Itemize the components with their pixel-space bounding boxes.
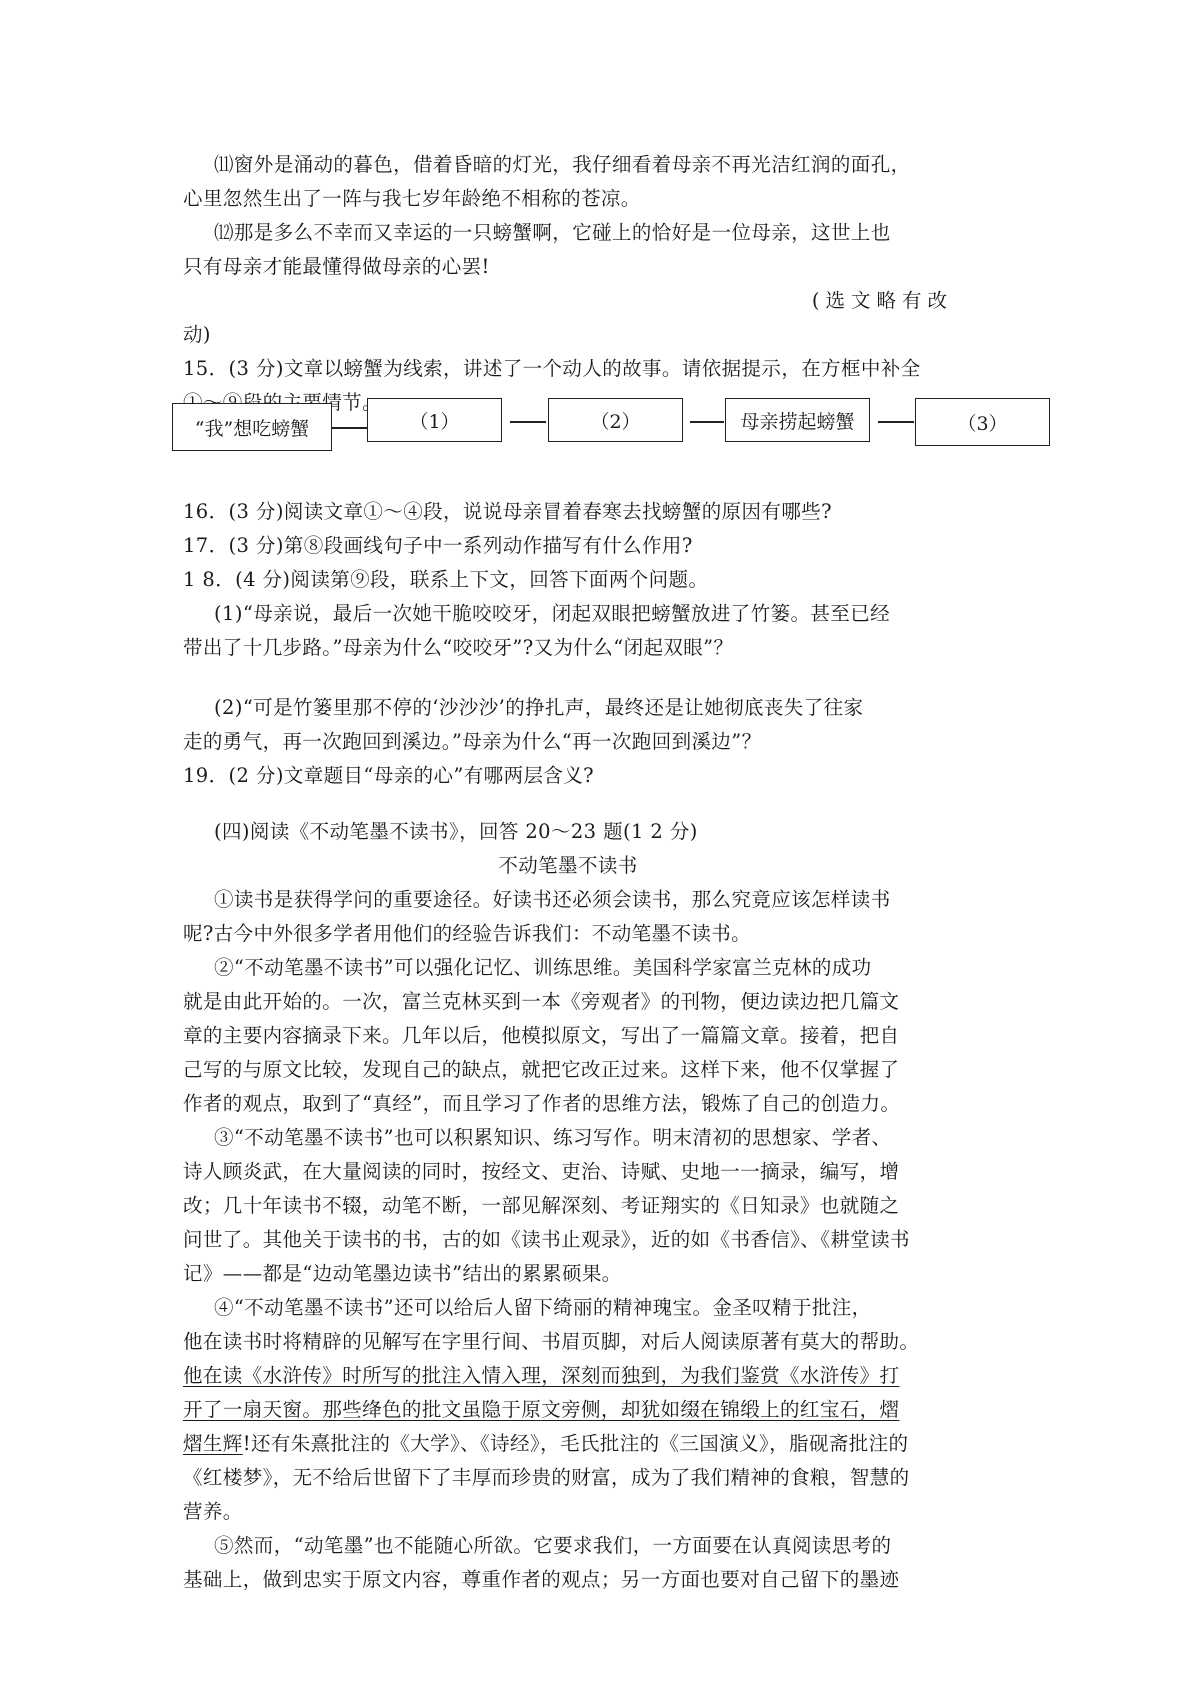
question-18-part-1: (1)“母亲说，最后一次她干脆咬咬牙，闭起双眼把螃蟹放进了竹篓。甚至已经 [214, 602, 890, 625]
flow-box-start: “我”想吃螃蟹 [172, 403, 332, 451]
article-paragraph-3-line-2: 诗人顾炎武，在大量阅读的同时，按经文、吏治、诗赋、史地一一摘录，编写，增 [183, 1160, 900, 1183]
source-note-cont: 动) [183, 323, 211, 346]
question-16: 16．(3 分)阅读文章①～④段，说说母亲冒着春寒去找螃蟹的原因有哪些? [183, 500, 832, 523]
flow-connector [332, 427, 367, 429]
paragraph-11-line-2: 心里忽然生出了一阵与我七岁年龄绝不相称的苍凉。 [183, 187, 641, 210]
article-paragraph-4-line-5 [183, 1427, 953, 1461]
article-paragraph-4-line-7: 营养。 [183, 1500, 243, 1523]
article-paragraph-2-line-4: 己写的与原文比较，发现自己的缺点，就把它改正过来。这样下来，他不仅掌握了 [183, 1058, 900, 1081]
article-paragraph-1-line-1: ①读书是获得学问的重要途径。好读书还必须会读书，那么究竟应该怎样读书 [214, 888, 891, 911]
article-paragraph-1-line-2: 呢?古今中外很多学者用他们的经验告诉我们：不动笔墨不读书。 [183, 922, 752, 945]
question-18: 1 8．(4 分)阅读第⑨段，联系上下文，回答下面两个问题。 [183, 568, 709, 591]
paragraph-12-line-2: 只有母亲才能最懂得做母亲的心罢! [183, 255, 490, 278]
paragraph-11-line-1: ⑾窗外是涌动的暮色，借着昏暗的灯光，我仔细看着母亲不再光洁红润的面孔， [214, 153, 911, 176]
article-paragraph-3-line-5: 记》——都是“边动笔墨边读书”结出的累累硕果。 [183, 1262, 622, 1285]
source-note: (选文略有改 [811, 289, 953, 312]
article-paragraph-3-line-4: 问世了。其他关于读书的书，古的如《读书止观录》，近的如《书香信》、《耕堂读书 [183, 1228, 910, 1251]
article-paragraph-4-line-5-text: !还有朱熹批注的《大学》、《诗经》，毛氏批注的《三国演义》，脂砚斋批注的 [242, 1432, 909, 1455]
underlined-sentence-line-3: 那些绛色的批文虽隐于原文旁侧，却犹如缀在锦缎上的红宝石，熠 [322, 1398, 900, 1421]
article-paragraph-4-line-1: ④“不动笔墨不读书”还可以给后人留下绮丽的精神瑰宝。金圣叹精于批注， [214, 1296, 872, 1319]
article-paragraph-4-line-6: 《红楼梦》，无不给后世留下了丰厚而珍贵的财富，成为了我们精神的食粮，智慧的 [183, 1466, 910, 1489]
article-paragraph-2-line-2: 就是由此开始的。一次，富兰克林买到一本《旁观者》的刊物，便边读边把几篇文 [183, 990, 900, 1013]
article-paragraph-3-line-1: ③“不动笔墨不读书”也可以积累知识、练习写作。明末清初的思想家、学者、 [214, 1126, 892, 1149]
section-4-heading: (四)阅读《不动笔墨不读书》，回答 20～23 题(1 2 分) [214, 820, 698, 843]
flow-connector [690, 421, 724, 423]
article-paragraph-2-line-1: ②“不动笔墨不读书”可以强化记忆、训练思维。美国科学家富兰克林的成功 [214, 956, 872, 979]
article-paragraph-4-line-4 [183, 1393, 953, 1427]
article-paragraph-3-line-3: 改；几十年读书不辍，动笔不断，一部见解深刻、考证翔实的《日知录》也就随之 [183, 1194, 900, 1217]
article-paragraph-2-line-3: 章的主要内容摘录下来。几年以后，他模拟原文，写出了一篇篇文章。接着，把自 [183, 1024, 900, 1047]
flow-box-1: （1） [367, 398, 502, 442]
article-paragraph-4-line-2: 他在读书时将精辟的见解写在字里行间、书眉页脚，对后人阅读原著有莫大的帮助。 [183, 1330, 920, 1353]
article-paragraph-5-line-2: 基础上，做到忠实于原文内容，尊重作者的观点；另一方面也要对自己留下的墨迹 [183, 1568, 900, 1591]
underlined-sentence-line-2: 开了一扇天窗。 [183, 1398, 323, 1421]
flow-box-mother-catches-crab: 母亲捞起螃蟹 [725, 398, 870, 442]
flow-connector [510, 421, 546, 423]
question-18-part-2: (2)“可是竹篓里那不停的‘沙沙沙’的挣扎声，最终还是让她彻底丧失了往家 [214, 696, 864, 719]
question-18-part-1-cont: 带出了十几步路。”母亲为什么“咬咬牙”?又为什么“闭起双眼”？ [183, 636, 734, 659]
flow-box-3: （3） [915, 398, 1050, 446]
question-17: 17．(3 分)第⑧段画线句子中一系列动作描写有什么作用? [183, 534, 693, 557]
question-15: 15．(3 分)文章以螃蟹为线索，讲述了一个动人的故事。请依据提示，在方框中补全 [183, 357, 921, 380]
flow-box-2: （2） [548, 398, 683, 442]
flow-connector [878, 421, 914, 423]
underlined-sentence-line-4: 熠生辉 [183, 1432, 243, 1455]
question-19: 19．(2 分)文章题目“母亲的心”有哪两层含义? [183, 764, 595, 787]
paragraph-12-line-1: ⑿那是多么不幸而又幸运的一只螃蟹啊，它碰上的恰好是一位母亲，这世上也 [214, 221, 891, 244]
underlined-sentence-line-1: 他在读《水浒传》时所写的批注入情入理，深刻而独到，为我们鉴赏《水浒传》打 [183, 1364, 900, 1387]
article-paragraph-5-line-1: ⑤然而，“动笔墨”也不能随心所欲。它要求我们，一方面要在认真阅读思考的 [214, 1534, 892, 1557]
question-18-part-2-cont: 走的勇气，再一次跑回到溪边。”母亲为什么“再一次跑回到溪边”？ [183, 730, 762, 753]
article-title: 不动笔墨不读书 [498, 854, 638, 877]
article-paragraph-2-line-5: 作者的观点，取到了“真经”，而且学习了作者的思维方法，锻炼了自己的创造力。 [183, 1092, 901, 1115]
